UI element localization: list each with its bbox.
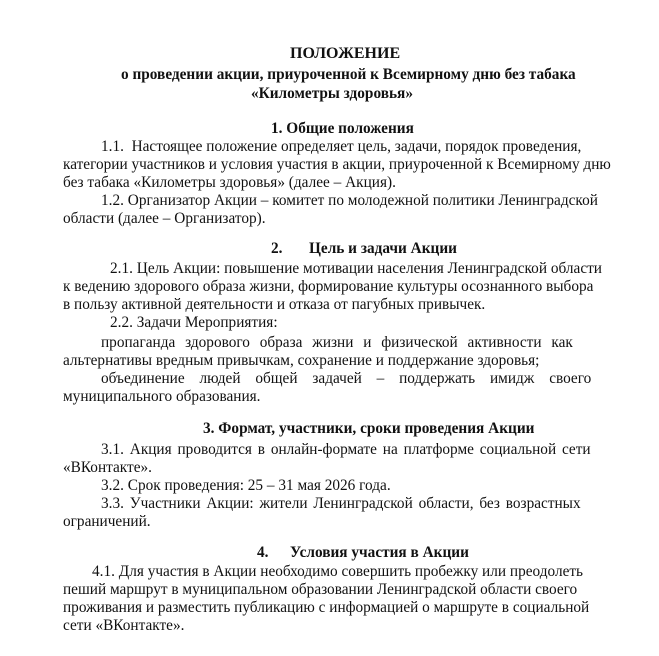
- section-2-heading: Цель и задачи Акции: [309, 240, 457, 257]
- task-2-line: муниципального образования.: [63, 388, 261, 405]
- paragraph-3-2-line: 3.2. Срок проведения: 25 – 31 мая 2026 года.: [101, 477, 391, 494]
- document-subtitle-name: «Километры здоровья»: [251, 85, 413, 102]
- paragraph-2-1-line: к ведению здорового образа жизни, формирование культуры осознанного выбора: [63, 278, 594, 295]
- task-2-line: объединение людей общей задачей – поддержать имидж своего: [101, 370, 592, 387]
- paragraph-4-1-line: 4.1. Для участия в Акции необходимо совершить пробежку или преодолеть: [92, 563, 584, 580]
- paragraph-2-2-line: 2.2. Задачи Мероприятия:: [110, 314, 278, 331]
- document-subtitle: о проведении акции, приуроченной к Всемирному дню без табака: [121, 66, 576, 83]
- paragraph-2-1-line: 2.1. Цель Акции: повышение мотивации населения Ленинградской области: [110, 260, 602, 277]
- paragraph-1-1-line: без табака «Километры здоровья» (далее – Акция).: [63, 174, 396, 191]
- task-1-line: пропаганда здорового образа жизни и физической активности как: [101, 334, 573, 351]
- text-line: 1.1. Настоящее положение определяет цель, задачи, порядок проведения,: [101, 138, 582, 155]
- paragraph-3-3-line: 3.3. Участники Акции: жители Ленинградской области, без возрастных: [101, 495, 581, 512]
- paragraph-3-1-line: 3.1. Акция проводится в онлайн-формате на платформе социальной сети: [101, 441, 591, 458]
- paragraph-1-1-line: категории участников и условия участия в акции, приуроченной к Всемирному дню: [63, 156, 611, 173]
- paragraph-3-3-line: ограничений.: [63, 513, 151, 530]
- paragraph-1-2-line: области (далее – Организатор).: [63, 210, 266, 227]
- section-3-heading: 3. Формат, участники, сроки проведения Акции: [203, 420, 535, 437]
- paragraph-1-2-line: 1.2. Организатор Акции – комитет по молодежной политики Ленинградской: [101, 192, 598, 209]
- paragraph-1-1-line: [101, 139, 629, 154]
- paragraph-2-1-line: в пользу активной деятельности и отказа от пагубных привычек.: [63, 296, 486, 313]
- paragraph-4-1-line: пеший маршрут в муниципальном образовании Ленинградской области своего: [63, 581, 578, 598]
- section-4-number: 4.: [257, 544, 269, 561]
- section-2-number: 2.: [271, 240, 283, 257]
- document-title: ПОЛОЖЕНИЕ: [290, 45, 401, 62]
- paragraph-4-1-line: сети «ВКонтакте».: [63, 617, 185, 634]
- paragraph-3-1-line: «ВКонтакте».: [63, 459, 152, 476]
- task-1-line: альтернативы вредным привычкам, сохранение и поддержание здоровья;: [63, 352, 540, 369]
- section-4-heading: Условия участия в Акции: [290, 544, 469, 561]
- section-1-heading: 1. Общие положения: [271, 120, 414, 137]
- paragraph-4-1-line: проживания и разместить публикацию с информацией о маршруте в социальной: [63, 599, 590, 616]
